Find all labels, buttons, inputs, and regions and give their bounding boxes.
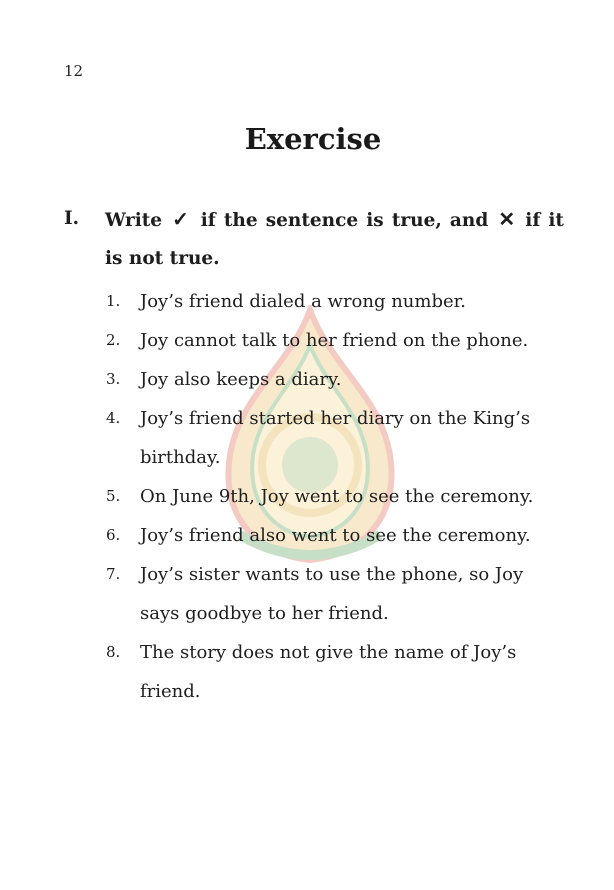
exercise-items-list <box>64 282 564 711</box>
item-text: Joy cannot talk to her friend on the phone. <box>140 330 529 351</box>
exercise-section <box>64 200 564 711</box>
instruction-after: if it is not true. <box>105 210 564 269</box>
item-number: 6. <box>106 526 121 544</box>
item-text: On June 9th, Joy went to see the ceremony. <box>140 486 534 507</box>
instruction-middle: if the sentence is true, and <box>200 210 489 231</box>
item-number: 5. <box>106 487 121 505</box>
list-item <box>64 282 564 321</box>
item-number: 3. <box>106 370 121 388</box>
item-text: Joy’s friend dialed a wrong number. <box>140 291 466 312</box>
item-text: Joy’s sister wants to use the phone, so Joy says goodbye to her friend. <box>140 564 524 624</box>
item-text: The story does not give the name of Joy’s friend. <box>140 642 517 702</box>
section-number: I. <box>64 208 80 229</box>
instruction-before: Write <box>105 210 163 231</box>
item-text: Joy’s friend started her diary on the King’s birthday. <box>140 408 531 468</box>
item-text: Joy’s friend also went to see the ceremony. <box>140 525 531 546</box>
page-number: 12 <box>64 62 84 80</box>
cross-mark-icon: ✕ <box>498 207 516 231</box>
item-number: 2. <box>106 331 121 349</box>
item-number: 4. <box>106 409 121 427</box>
page-title: Exercise <box>244 122 382 156</box>
item-number: 8. <box>106 643 121 661</box>
list-item <box>64 399 564 477</box>
list-item <box>64 360 564 399</box>
item-text: Joy also keeps a diary. <box>140 369 342 390</box>
section-instruction <box>64 200 564 278</box>
list-item <box>64 477 564 516</box>
list-item <box>64 555 564 633</box>
check-mark-icon: ✓ <box>172 207 191 231</box>
list-item <box>64 321 564 360</box>
instruction-text <box>105 200 564 278</box>
item-number: 1. <box>106 292 121 310</box>
list-item <box>64 516 564 555</box>
list-item <box>64 633 564 711</box>
item-number: 7. <box>106 565 121 583</box>
